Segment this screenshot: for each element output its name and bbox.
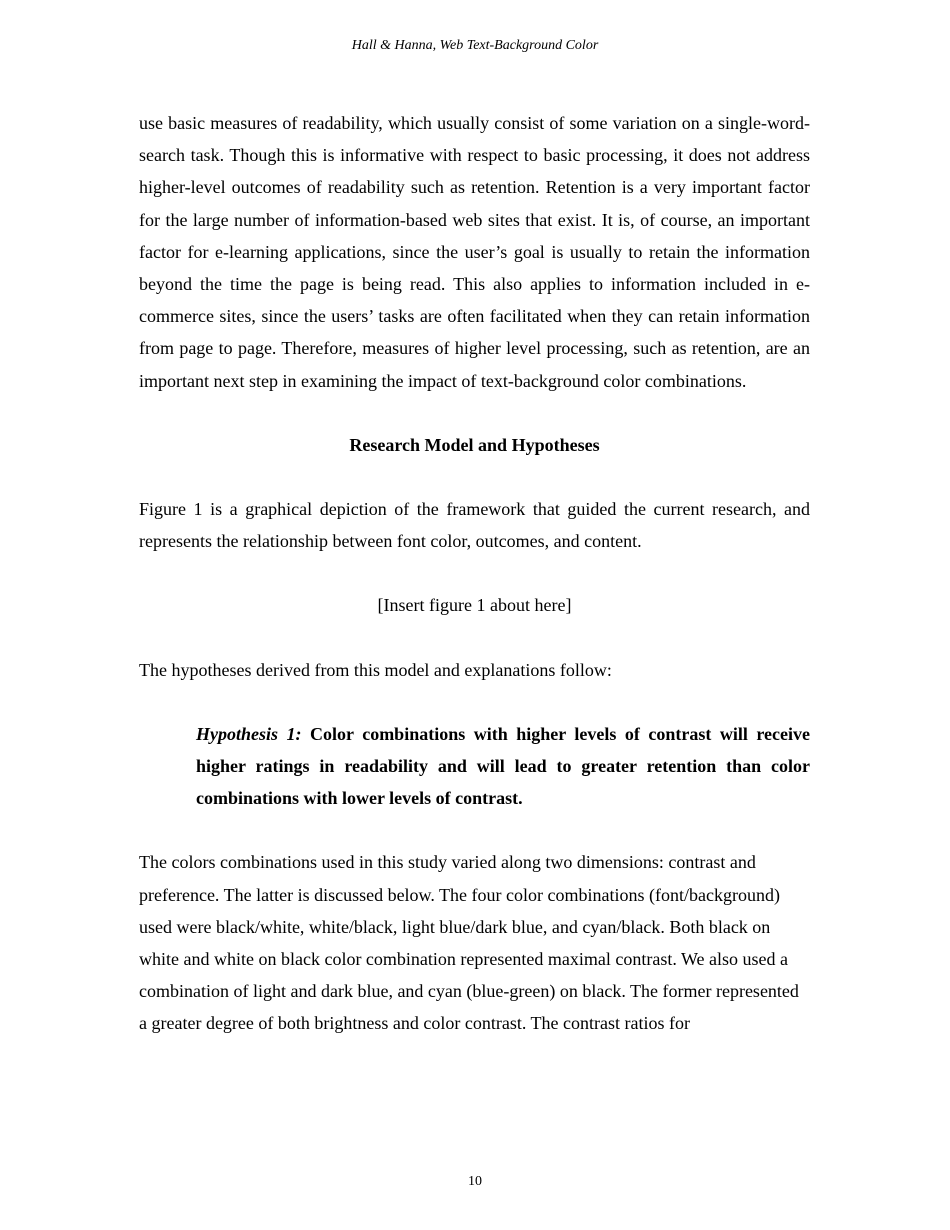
body-paragraph-1: use basic measures of readability, which usually consist of some variation on a single-word-search task. Though this is informative with respect to basic processing, it does not address higher-level outcomes of readability such as retention. Retention is a very important factor for the large number of information-based web sites that exist. It is, of course, an important factor for e-learning applications, since the user’s goal is usually to retain the information beyond the time the page is being read. This also applies to information included in e-commerce sites, since the users’ tasks are often facilitated when they can retain information from page to page. Therefore, measures of higher level processing, such as retention, are an important next step in examining the impact of text-background color combinations. [139,113,810,391]
page-number: 10 [468,1174,482,1189]
figure-placeholder: [Insert figure 1 about here] [377,595,572,616]
body-paragraph-2: Figure 1 is a graphical depiction of the framework that guided the current research, and represents the relationship between font color, outcomes, and content. [139,499,810,552]
hypothesis-label: Hypothesis 1: [196,723,302,744]
hypothesis-text: Color combinations with higher levels of contrast will receive higher ratings in readability and will lead to greater retention than color combinations with lower levels of contrast. [196,723,811,809]
running-header: Hall & Hanna, Web Text-Background Color [351,38,599,53]
body-paragraph-3: The hypotheses derived from this model and explanations follow: [139,659,612,680]
body-paragraph-4: The colors combinations used in this study varied along two dimensions: contrast and preference. The latter is discussed below. The four color combinations (font/background) used were black/white, white/black, light blue/dark blue, and cyan/black. Both black on white and white on black color combination represented maximal contrast. We also used a combination of light and dark blue, and cyan (blue-green) on black. The former represented a greater degree of both brightness and color contrast. The contrast ratios for [139,852,799,1034]
page-body [139,107,810,1040]
hypothesis-1 [196,718,810,815]
section-heading: Research Model and Hypotheses [349,434,600,455]
